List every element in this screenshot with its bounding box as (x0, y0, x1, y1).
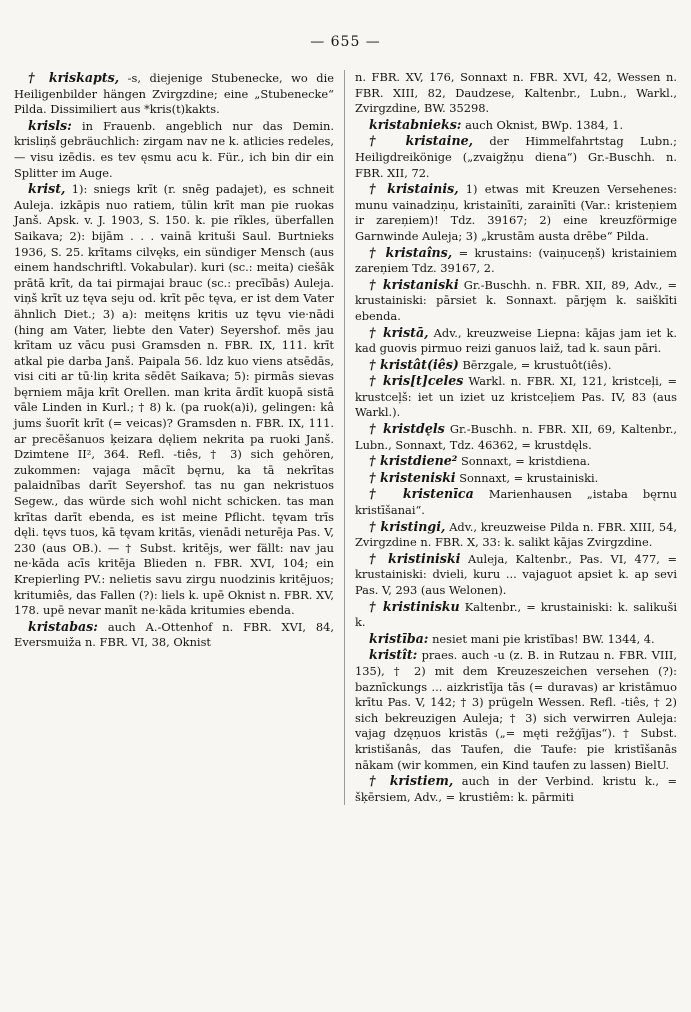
dictionary-entry (355, 133, 677, 181)
dictionary-entry (355, 181, 677, 244)
entry-headword: † kristaniski (369, 276, 459, 292)
entry-headword: † kristaîns, (369, 244, 453, 260)
entry-headword: krist, (28, 181, 66, 197)
dictionary-entry (355, 486, 677, 518)
page-number: — 655 — (310, 34, 381, 50)
columns (14, 70, 681, 805)
dictionary-entry (355, 631, 677, 648)
entry-headword: † kristenīca (369, 486, 474, 502)
entry-headword: kristība: (369, 630, 429, 646)
entry-text: Sonnaxt, = krustainiski. (459, 470, 599, 485)
entry-headword: † kristā, (369, 324, 429, 340)
entry-headword: † kristeniski (369, 469, 456, 485)
dictionary-entry (355, 70, 677, 117)
entry-headword: † kris[t]celes (369, 373, 464, 389)
entry-text: nesiet mani pie kristības! BW. 1344, 4. (432, 631, 655, 646)
entry-text: 1) etwas mit Kreuzen Versehenes: munu vainadziņu, kristainīti, zarainīti (Var.: kristeņiem ir zareņiem)! Tdz. 39167; 2) eine kreuzförmige Garnwinde Auleja; 3) „krustām austa drēbe“ Pilda. (355, 182, 677, 243)
dictionary-entry (14, 619, 334, 651)
dictionary-entry (14, 118, 334, 181)
entry-text: Adv., kreuzweise Liepna: kājas jam iet k. kad guovis pirmuo reizi ganuos laiž, tad k. saun pāri. (355, 325, 677, 356)
dictionary-entry (355, 325, 677, 357)
entry-text: = krustains: (vaiņuceņš) kristainiem zareņiem Tdz. 39167, 2. (355, 245, 677, 276)
dictionary-entry (355, 773, 677, 805)
entry-headword: † kristingi, (369, 518, 446, 534)
left-column (14, 70, 345, 805)
entry-text: -s, diejenige Stubenecke, wo die Heiligenbilder hängen Zvirgzdine; eine „Stubenecke“ Pilda. Dissimiliert aus *kris(t)kakts. (14, 71, 334, 117)
entry-text: Sonnaxt, = kristdiena. (460, 454, 591, 469)
entry-text: auch Oknist, BWp. 1384, 1. (465, 117, 624, 132)
dictionary-entry (355, 277, 677, 325)
entry-headword: krisls: (28, 117, 72, 133)
entry-text: Kaltenbr., = krustainiski: k. salikuši k. (355, 599, 677, 630)
entry-headword: † kristaine, (369, 133, 474, 149)
entry-text: 1): sniegs krīt (r. snēg padajet), es schneit Auleja. izkāpis nuo ratiem, tūlin krīt man pie ruokas Janš. Apsk. v. J. 1903, S. 150. k. pie rīkles, überfallen Saikava; 2): bijām . . . vainā krituši Saul. Burtnieks 1936, S. 25. krītams cilvęks, ein sündiger Mensch (aus einem handschriftl. Vokabular). kuri (sc.: meita) ciešāk prātā krīt, da tai pirmajai brauc (sc.: precībās) Auleja. viņš krīt uz tęva seju od. krīt pēc tęva, er ist dem Vater ähnlich Diet.; 3) a): meitęns kritis uz tęvu vie·nādi (hing am Vater, liebte den Vater) Seyershof. mēs jau krītam uz vācu pusi Gramsden n. FBR. IX, 111. krīt atkal pie darba Janš. Paipala 56. ldz kuo viens atsēdās, visi citi ar tū·liņ krita sēdēt Saikava; 5): pirmās sievas bęrniem māja krīt Orellen. man krita ārdīt kuopā sistā vāle Linden in Kurl.; † 8) k. (pa ruok(a)i), gelingen: kâ jums šuorīt krīt (= veicas)? Gramsden n. FBR. IX, 111. ar precēšanuos ķeizara dęliem nekrita pa ruoki Janš. Dzimtene II², 364. Refl. -tiês, † 3) sich gehören, zukommen: vajaga mācīt bęrnu, ka tā nekrītas palaidnības darīt Seyershof. tas nu gan nekristuos Segew., das würde sich wohl nicht schicken. tas man krītas darīt ebenda, es ist meine Pflicht. tęvam trīs dęli. tęvs tuos, kā tęvam kritās, vienādi neturēja Pas. V, 230 (aus OB.). — † Subst. kritējs, wer fällt: nav jau ne·kāda acīs kritēja Blieden n. FBR. XVI, 104; ein Krepierling PV.: nelietis savu zirgu nuodzinis kritējuos; kritumiês, das Fallen (?): liels k. upē Oknist n. FBR. XV, 178. upē nevar manīt ne·kāda kritumies ebenda. (14, 182, 335, 618)
entry-text: auch A.-Ottenhof n. FBR. XVI, 84, Eversmuiža n. FBR. VI, 38, Oknist (14, 619, 335, 650)
dictionary-entry (14, 181, 334, 619)
entry-headword: † kristdiene² (369, 453, 458, 469)
entry-text: auch in der Verbind. kristu k., = šķērsiem, Adv., = krustiêm: k. pārmiti (355, 774, 678, 804)
dictionary-entry (14, 70, 334, 118)
dictionary-entry (355, 519, 677, 551)
dictionary-entry (355, 470, 677, 487)
entry-headword: kristabnieks: (369, 116, 462, 132)
entry-text: Warkl. n. FBR. XI, 121, kristceļi, = krustceļš: iet un iziet uz kristceļiem Pas. IV, 83 (aus Warkl.). (355, 374, 677, 420)
dictionary-entry (355, 551, 677, 599)
entry-text: der Himmelfahrtstag Lubn.; Heiligdreikönige („zvaigžņu diena“) Gr.-Buschh. n. FBR. XII, 72. (355, 134, 678, 180)
entry-text: Adv., kreuzweise Pilda n. FBR. XIII, 54, Zvirgzdine n. FBR. X, 33: k. salikt kājas Zvirgzdine. (355, 519, 677, 550)
entry-text: in Frauenb. angeblich nur das Demin. krisliņš gebräuchlich: zirgam nav ne k. atlicies redeles, — visu izēdis. es tev ęsmu acu k. Für., ich bin dir ein Splitter im Auge. (14, 118, 334, 180)
entry-headword: † kristiniski (369, 550, 461, 566)
dictionary-entry (355, 117, 677, 134)
entry-text: Marienhausen „istaba bęrnu kristīšanai“. (355, 487, 677, 518)
dictionary-entry (355, 453, 677, 470)
entry-text: n. FBR. XV, 176, Sonnaxt n. FBR. XVI, 42, Wessen n. FBR. XIII, 82, Daudzese, Kaltenbr., Lubn., Warkl., Zvirgzdine, BW. 35298. (355, 70, 677, 116)
dictionary-entry (355, 373, 677, 421)
entry-headword: † kriskapts, (28, 70, 120, 85)
entry-text: Bērzgale, = krustuôt(iês). (462, 357, 612, 372)
entry-headword: † kristinisku (369, 598, 460, 614)
entry-text: praes. auch -u (z. B. in Rutzau n. FBR. VIII, 135), † 2) mit dem Kreuzeszeichen versehen (?): baznīckungs ... aizkristīja tās (= duravas) ar kristāmuo krītu Pas. V, 142; † 3) prügeln Wessen. Refl. -tiês, † 2) sich bekreuzigen Auleja; † 3) sich verwirren Auleja: vajag dzęņuos kristās („= męti režģījas“). † Subst. kristišanâs, das Taufen, die Taufe: pie kristīšanās nākam (wir kommen, ein Kind taufen zu lassen) BielU. (355, 648, 677, 772)
dictionary-entry (355, 599, 677, 631)
entry-text: Auleja, Kaltenbr., Pas. VI, 477, = krustainiski: dvieli, kuru ... vajaguot apsiet k. ap sevi Pas. V, 293 (aus Welonen). (355, 551, 677, 597)
entry-headword: † kristât(iês) (369, 356, 459, 372)
dictionary-entry (355, 421, 677, 453)
dictionary-entry (355, 357, 677, 374)
entry-text: Gr.-Buschh. n. FBR. XII, 89, Adv., = krustainiski: pārsiet k. Sonnaxt. pārjęm k. saiškīti ebenda. (355, 277, 677, 323)
dictionary-entry (355, 245, 677, 277)
entry-headword: † kristdęls (369, 421, 445, 437)
entry-headword: kristît: (369, 647, 418, 663)
dictionary-entry (355, 647, 677, 773)
right-column (345, 70, 677, 805)
entry-text: Gr.-Buschh. n. FBR. XII, 69, Kaltenbr., Lubn., Sonnaxt, Tdz. 46362, = krustdęls. (355, 422, 678, 452)
entry-headword: kristabas: (28, 618, 98, 634)
entry-headword: † kristainis, (369, 181, 459, 197)
entry-headword: † kristiem, (369, 773, 454, 789)
